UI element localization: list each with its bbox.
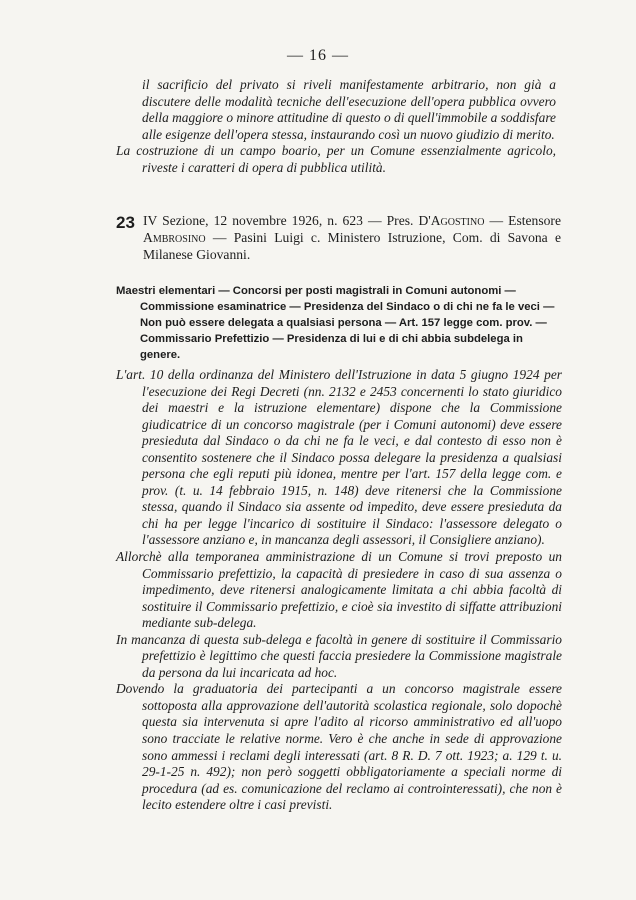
abstract-rest: Commissione esaminatrice — Presidenza del Sindaco o di chi ne fa le veci — Non può essere delegata a qualsiasi persona — Art. 157 legge com. prov. — Commissario Prefettizio — Presidenza di lui e di chi abbia subdelega in genere.	[140, 301, 555, 361]
body-paragraph-1: L'art. 10 della ordinanza del Ministero dell'Istruzione in data 5 giugno 1924 per l'esecuzione dei Regi Decreti (nn. 2132 e 2453 concernenti lo stato giuridico dei maestri e la istruzione elementare) dispone che la Commissione giudicatrice di un concorso magistrale (per i Comuni autonomi) deve essere presieduta dal Sindaco o da chi ne fa le veci, e dal contesto di esso non è consentito sostenere che il Sindaco possa delegare la presidenza a qualsiasi persona che egli reputi più idonea, mentre per l'art. 157 della legge com. e prov. (t. u. 14 febbraio 1915, n. 148) deve ritenersi che la Commissione stessa, quando il Sindaco sia assente od impedito, deve essere presieduta da chi ha per legge l'incarico di sostituire il Sindaco: l'assessore delegato o l'assessore anziano e, in mancanza degli assessori, il Consigliere anziano).	[116, 367, 562, 548]
case-header-part2: — Estensore	[484, 213, 561, 228]
case-header-part1: IV Sezione, 12 novembre 1926, n. 623 — Pres. D'	[143, 213, 431, 228]
case-header-part3: — Pasini Luigi c. Ministero Istruzione, Com. di Savona e Milanese Giovanni.	[143, 229, 561, 262]
intro-paragraph-2: La costruzione di un campo boario, per un Comune essenzialmente agricolo, riveste i caratteri di opera di pubblica utilità.	[116, 143, 556, 175]
abstract-line1: Maestri elementari — Concorsi per posti magistrali in Comuni autonomi —	[116, 285, 516, 297]
body-text	[116, 367, 562, 814]
case-number: 23	[116, 213, 135, 232]
case-block	[116, 213, 561, 263]
case-abstract	[116, 283, 563, 363]
case-extensor: Ambrosino	[143, 229, 206, 245]
page-number: — 16 —	[287, 47, 349, 64]
intro-text	[116, 77, 556, 177]
case-header	[143, 213, 561, 263]
body-paragraph-4: Dovendo la graduatoria dei partecipanti a un concorso magistrale essere sottoposta alla approvazione dell'autorità scolastica regionale, solo dopochè questa sia intervenuta si apre l'adito al ricorso amministrativo ed all'uopo sono tracciate le relative norme. Vero è che anche in sede di approvazione sono ammessi i reclami degli interessati (art. 8 R. D. 7 ott. 1923; a. 129 t. u. 29-1-25 n. 492); non però soggetti obbligatoriamente a speciali norme di procedura (ad es. comunicazione del reclamo ai controinteressati), che non è lecito estendere oltre i casi previsti.	[116, 681, 562, 813]
case-president: Agostino	[430, 213, 485, 228]
intro-paragraph-1: il sacrificio del privato si riveli manifestamente arbitrario, non già a discutere delle modalità tecniche dell'esecuzione dell'opera pubblica ovvero della maggiore o minore attitudine di questo o di quell'immobile a soddisfare alle esigenze dell'opera stessa, instaurando così un nuovo giudizio di merito.	[142, 77, 556, 142]
body-paragraph-2: Allorchè alla temporanea amministrazione di un Comune si trovi preposto un Commissario prefettizio, la capacità di presiedere in caso di sua assenza o impedimento, deve ritenersi analogicamente limitata a chi abbia facoltà di sostituire il Commissario prefettizio, e cioè sia investito di siffatte attribuzioni mediante sub-delega.	[116, 549, 562, 631]
body-paragraph-3: In mancanza di questa sub-delega e facoltà in genere di sostituire il Commissario prefettizio è legittimo che questi faccia presiedere la Commissione magistrale da persona da lui incaricata ad hoc.	[116, 631, 562, 680]
